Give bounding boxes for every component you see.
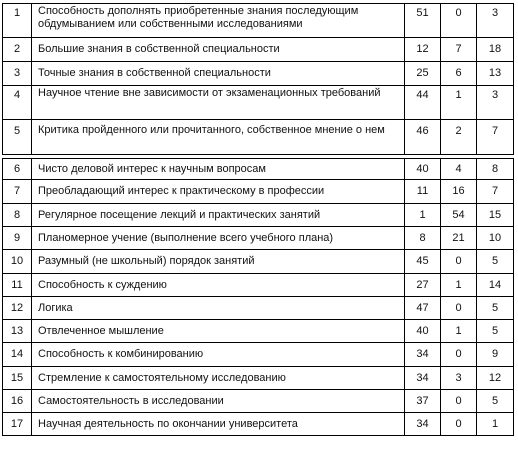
row-criterion: Самостоятельность в исследовании [32, 390, 405, 412]
table-row [2, 179, 514, 203]
row-value-2: 6 [441, 62, 477, 85]
row-value-2: 0 [441, 390, 477, 412]
row-value-2: 4 [441, 159, 477, 179]
table-row [2, 366, 514, 389]
table-row [2, 61, 514, 85]
row-value-3: 5 [491, 255, 499, 267]
row-number: 4 [3, 86, 32, 119]
row-value-2: 0 [441, 250, 477, 273]
row-value-2: 7 [441, 38, 477, 61]
row-value-2: 2 [441, 120, 477, 154]
row-number: 16 [3, 390, 32, 412]
row-value-1: 45 [405, 250, 441, 273]
row-criterion: Способность к суждению [32, 274, 405, 296]
row-criterion: Чисто деловой интерес к научным вопросам [32, 159, 405, 179]
row-number: 5 [3, 120, 32, 154]
row-criterion: Отвлеченное мышление [32, 320, 405, 342]
row-value-3: 10 [488, 231, 502, 244]
table-row [2, 119, 514, 155]
row-value-1: 34 [405, 343, 441, 366]
row-criterion: Способность к комбинированию [32, 343, 405, 366]
row-number: 13 [3, 320, 32, 342]
row-value-3: 15 [488, 208, 502, 221]
table-row [2, 273, 514, 296]
row-value-1: 51 [405, 4, 441, 37]
table-row [2, 389, 514, 412]
row-number: 11 [3, 274, 32, 296]
row-number: 6 [3, 159, 32, 179]
row-value-3: 13 [488, 67, 502, 79]
row-criterion: Разумный (не школьный) порядок занятий [32, 250, 405, 273]
row-value-1: 1 [405, 204, 441, 226]
row-number: 9 [3, 227, 32, 249]
row-criterion: Планомерное учение (выполнение всего учебного плана) [32, 227, 405, 249]
row-value-2: 0 [441, 297, 477, 319]
row-value-3: 8 [491, 162, 499, 175]
row-value-2: 1 [441, 320, 477, 342]
row-value-2: 16 [441, 180, 477, 203]
row-number: 17 [3, 413, 32, 435]
survey-table [2, 3, 514, 436]
row-number: 3 [3, 62, 32, 85]
table-row [2, 342, 514, 366]
row-value-2: 0 [441, 4, 477, 37]
row-value-3: 3 [491, 89, 499, 101]
row-criterion: Точные знания в собственной специальности [32, 62, 405, 85]
table-row [2, 85, 514, 119]
row-value-1: 34 [405, 367, 441, 389]
row-number: 14 [3, 343, 32, 366]
row-value-1: 27 [405, 274, 441, 296]
row-value-1: 46 [405, 120, 441, 154]
row-value-2: 0 [441, 343, 477, 366]
row-value-3: 5 [491, 394, 499, 407]
row-value-3: 7 [491, 125, 499, 137]
table-row [2, 226, 514, 249]
row-criterion: Регулярное посещение лекций и практических занятий [32, 204, 405, 226]
table-row [2, 319, 514, 342]
table-row [2, 412, 514, 436]
row-criterion: Большие знания в собственной специальности [32, 38, 405, 61]
row-criterion: Научная деятельность по окончании университета [32, 413, 405, 435]
row-value-3: 3 [491, 7, 499, 19]
row-criterion: Стремление к самостоятельному исследованию [32, 367, 405, 389]
row-criterion: Научное чтение вне зависимости от экзаменационных требований [32, 86, 405, 119]
row-value-1: 40 [405, 159, 441, 179]
row-value-2: 54 [441, 204, 477, 226]
row-value-2: 3 [441, 367, 477, 389]
row-value-3: 14 [488, 278, 502, 291]
row-criterion: Преобладающий интерес к практическому в профессии [32, 180, 405, 203]
row-value-3: 12 [488, 371, 502, 384]
table-row [2, 158, 514, 179]
table-row [2, 249, 514, 273]
row-number: 12 [3, 297, 32, 319]
row-value-1: 47 [405, 297, 441, 319]
row-value-1: 37 [405, 390, 441, 412]
row-criterion: Логика [32, 297, 405, 319]
table-row [2, 296, 514, 319]
row-value-3: 7 [491, 185, 499, 197]
row-number: 8 [3, 204, 32, 226]
row-value-3: 5 [491, 301, 499, 314]
row-value-3: 5 [491, 324, 499, 337]
table-row [2, 37, 514, 61]
row-value-3: 18 [488, 43, 502, 55]
row-value-3: 9 [491, 348, 499, 360]
row-number: 10 [3, 250, 32, 273]
row-number: 15 [3, 367, 32, 389]
row-value-2: 21 [441, 227, 477, 249]
row-value-2: 1 [441, 86, 477, 119]
row-criterion: Способность дополнять приобретенные знания последующим обдумыванием или собственными исследованиями [32, 4, 405, 37]
row-number: 2 [3, 38, 32, 61]
row-value-2: 0 [441, 413, 477, 435]
table-row [2, 203, 514, 226]
row-value-1: 34 [405, 413, 441, 435]
row-value-1: 11 [405, 180, 441, 203]
row-number: 7 [3, 180, 32, 203]
table-row [2, 3, 514, 37]
row-value-3: 1 [491, 417, 499, 430]
row-value-2: 1 [441, 274, 477, 296]
row-value-1: 40 [405, 320, 441, 342]
row-value-1: 25 [405, 62, 441, 85]
row-value-1: 8 [405, 227, 441, 249]
row-number: 1 [3, 4, 32, 37]
row-value-1: 12 [405, 38, 441, 61]
row-criterion: Критика пройденного или прочитанного, собственное мнение о нем [32, 120, 405, 154]
row-value-1: 44 [405, 86, 441, 119]
